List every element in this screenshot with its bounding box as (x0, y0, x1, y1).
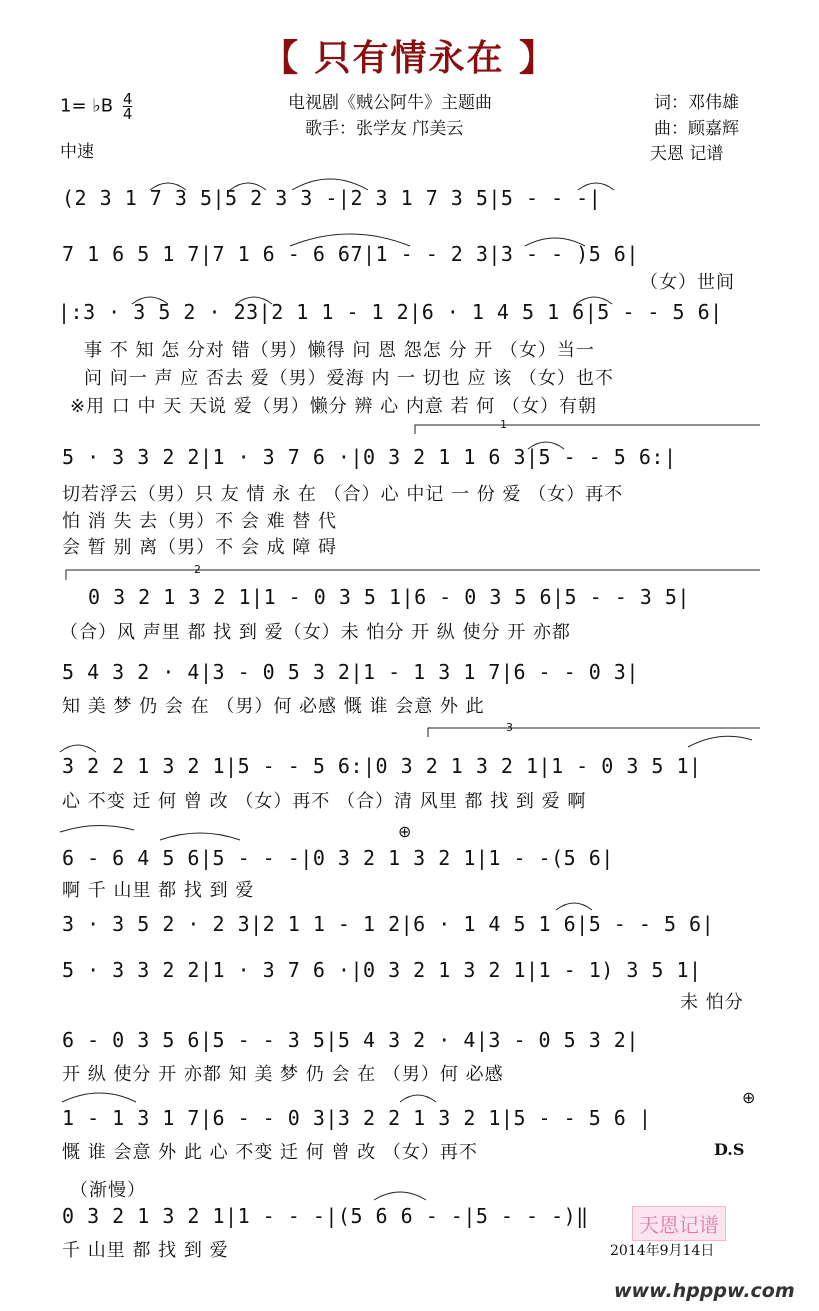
notation-row-8: 6 - 6 4 5 6|5 - - -|0 3 2 1 3 2 1|1 - -(5 6| (62, 846, 614, 870)
time-top: 4 (122, 90, 133, 108)
notation-row-7: 3 2 2 1 3 2 1|5 - - 5 6:|0 3 2 1 3 2 1|1 - 0 3 5 1| (62, 754, 702, 778)
volta-number-2: 2 (194, 563, 201, 576)
lyric-row-13-1: 千 山里 都 找 到 爱 (62, 1240, 229, 1261)
lyric-row-3-3: ※用 口 中 天 天说 爱（男）懒分 辨 心 内意 若 何 （女）有朝 (70, 396, 598, 417)
page-title: 【 只有情永在 】 (261, 38, 558, 79)
composer-line: 曲：顾嘉辉 (654, 119, 739, 139)
lyric-row-12-1: 慨 谁 会意 外 此 心 不变 迁 何 曾 改 （女）再不 (62, 1142, 478, 1163)
lyric-row-4-3: 会 暂 别 离（男）不 会 成 障 碍 (62, 537, 338, 558)
notation-row-9: 3 · 3 5 2 · 2 3|2 1 1 - 1 2|6 · 1 4 5 1 6|5 - - 5 6| (62, 912, 715, 936)
notation-row-6: 5 4 3 2 · 4|3 - 0 5 3 2|1 - 1 3 1 7|6 - - 0 3| (62, 660, 639, 684)
key-label: 1= ♭B (60, 95, 114, 117)
lyric-row-3-1: 事 不 知 怎 分对 错（男）懒得 问 恩 怨怎 分 开 （女）当一 (84, 340, 595, 361)
volta-bracket-2 (66, 570, 760, 580)
notation-row-5: 0 3 2 1 3 2 1|1 - 0 3 5 1|6 - 0 3 5 6|5 - - 3 5| (88, 585, 690, 609)
lyric-row-2-1: （女）世间 (640, 272, 735, 293)
lyric-row-4-1: 切若浮云（男）只 友 情 永 在 （合）心 中记 一 份 爱 （女）再不 (62, 484, 624, 505)
coda-sign-2: ⊕ (742, 1088, 756, 1107)
notation-row-10: 5 · 3 3 2 2|1 · 3 7 6 ·|0 3 2 1 3 2 1|1 - 1) 3 5 1| (62, 958, 702, 982)
notation-row-13: 0 3 2 1 3 2 1|1 - - -|(5 6 6 - -|5 - - -)‖ (62, 1204, 589, 1228)
coda-sign: ⊕ (398, 822, 412, 841)
site-watermark: www.hpppw.com (614, 1280, 795, 1302)
volta-bracket-3 (428, 728, 760, 737)
singers-line: 歌手：张学友 邝美云 (305, 119, 464, 139)
lyric-row-7-1: 心 不变 迁 何 曾 改 （女）再不 （合）清 风里 都 找 到 爱 啊 (62, 791, 587, 812)
notation-row-11: 6 - 0 3 5 6|5 - - 3 5|5 4 3 2 · 4|3 - 0 5 3 2| (62, 1028, 639, 1052)
notation-row-3: |:3 · 3 5 2 · 23|2 1 1 - 1 2|6 · 1 4 5 1 6|5 - - 5 6| (58, 300, 723, 324)
lyric-row-11-1: 开 纵 使分 开 亦都 知 美 梦 仍 会 在 （男）何 必感 (62, 1064, 504, 1085)
notation-row-4: 5 · 3 3 2 2|1 · 3 7 6 ·|0 3 2 1 1 6 3|5 - - 5 6:| (62, 445, 677, 469)
lyric-row-5-1: （合）风 声里 都 找 到 爱（女）未 怕分 开 纵 使分 开 亦都 (60, 622, 571, 643)
time-bottom: 4 (122, 105, 133, 123)
notation-row-2: 7 1 6 5 1 7|7 1 6 - 6 67|1 - - 2 3|3 - - )5 6| (62, 242, 639, 266)
ds-marking: D.S (714, 1140, 745, 1159)
volta-bracket-1 (415, 425, 760, 434)
tempo-marking: 中速 (60, 142, 94, 162)
notation-row-1: (2 3 1 7 3 5|5 2 3 3 -|2 3 1 7 3 5|5 - - -| (62, 186, 602, 210)
source-line: 电视剧《贼公阿牛》主题曲 (288, 93, 492, 113)
date-label: 2014年9月14日 (610, 1243, 715, 1259)
volta-number-3: 3 (506, 721, 513, 734)
rit-marking: （渐慢） (70, 1180, 146, 1201)
transcriber-stamp: 天恩记谱 (632, 1206, 726, 1241)
lyric-row-4-2: 怕 消 失 去（男）不 会 难 替 代 (62, 511, 338, 532)
lyric-row-6-1: 知 美 梦 仍 会 在 （男）何 必感 慨 谁 会意 外 此 (62, 696, 485, 717)
transcriber-line: 天恩 记谱 (650, 144, 724, 164)
volta-number-1: 1 (500, 418, 507, 431)
notation-row-12: 1 - 1 3 1 7|6 - - 0 3|3 2 2 1 3 2 1|5 - - 5 6 | (62, 1106, 652, 1130)
lyric-row-10-1: 未 怕分 (680, 992, 744, 1013)
lyric-row-8-1: 啊 千 山里 都 找 到 爱 (62, 880, 255, 901)
lyric-row-3-2: 问 问一 声 应 否去 爱（男）爱海 内 一 切也 应 该 （女）也不 (84, 368, 614, 389)
lyricist-line: 词：邓伟雄 (654, 93, 739, 113)
